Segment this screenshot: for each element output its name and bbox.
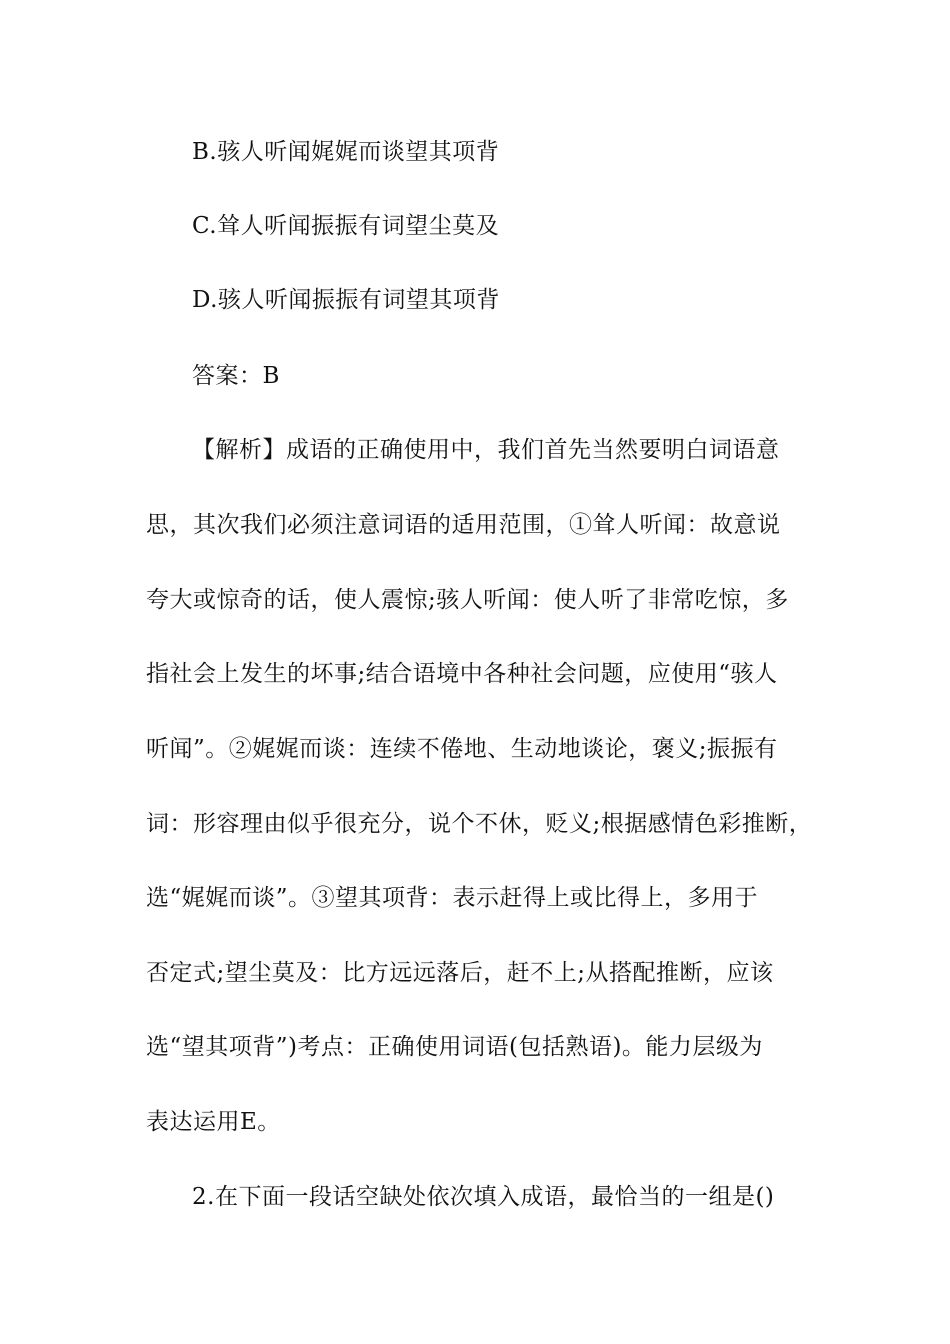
analysis-line: 【解析】成语的正确使用中，我们首先当然要明白词语意 (192, 437, 780, 463)
question-2: 2.在下面一段话空缺处依次填入成语，最恰当的一组是() (192, 1184, 775, 1210)
analysis-line: 词：形容理由似乎很充分，说个不休，贬义;根据感情色彩推断， (146, 811, 813, 837)
analysis-line: 夸大或惊奇的话，使人震惊;骇人听闻：使人听了非常吃惊，多 (146, 587, 789, 613)
analysis-line: 听闻”。②娓娓而谈：连续不倦地、生动地谈论，褒义;振振有 (146, 736, 778, 762)
analysis-line: 选“望其项背”)考点：正确使用词语(包括熟语)。能力层级为 (146, 1034, 763, 1060)
option-c: C.耸人听闻振振有词望尘莫及 (192, 213, 500, 239)
analysis-line: 否定式;望尘莫及：比方远远落后，赶不上;从搭配推断，应该 (146, 960, 774, 986)
option-b: B.骇人听闻娓娓而谈望其项背 (192, 139, 500, 165)
analysis-line: 表达运用E。 (146, 1109, 281, 1135)
answer-line: 答案：B (192, 363, 280, 389)
option-d: D.骇人听闻振振有词望其项背 (192, 287, 500, 313)
analysis-line: 选“娓娓而谈”。③望其项背：表示赶得上或比得上，多用于 (146, 885, 759, 911)
analysis-line: 思，其次我们必须注意词语的适用范围，①耸人听闻：故意说 (146, 512, 781, 538)
analysis-line: 指社会上发生的坏事;结合语境中各种社会问题，应使用“骇人 (146, 661, 778, 687)
